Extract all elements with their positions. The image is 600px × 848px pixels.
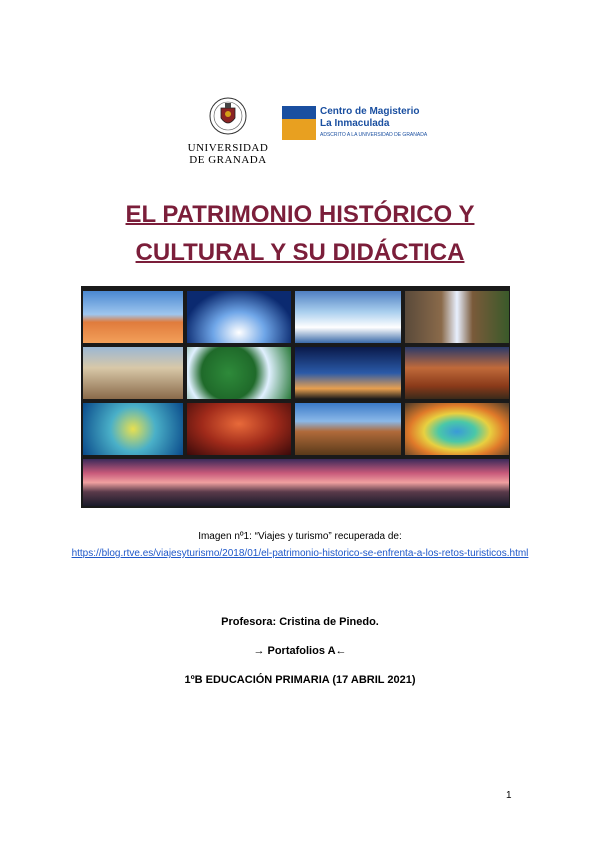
center-name: Centro de Magisterio La Inmaculada [320, 106, 420, 129]
travel-photo-mosaic [81, 286, 510, 508]
photo-rock-formation [295, 403, 401, 455]
university-crest-icon [208, 96, 248, 136]
header-logos [186, 96, 426, 170]
image-caption [40, 528, 560, 562]
portfolio-line: → Portafolios A← [253, 645, 347, 657]
center-logo [282, 106, 428, 140]
course-line: 1ºB EDUCACIÓN PRIMARIA (17 ABRIL 2021) [184, 674, 416, 686]
photo-desert-tree [83, 291, 183, 343]
photo-canyon [405, 347, 509, 399]
center-mark-icon [282, 106, 316, 140]
university-logo [186, 96, 270, 170]
photo-hot-spring [405, 403, 509, 455]
photo-earth-clouds [187, 291, 291, 343]
photo-jellyfish [83, 403, 183, 455]
photo-green-islands [187, 347, 291, 399]
document-title [60, 196, 540, 272]
photo-sunset-lake [83, 459, 509, 506]
source-link[interactable]: https://blog.rtve.es/viajesyturismo/2018/01/el-patrimonio-historico-se-enfrenta-a-los-retos-turisticos.html [71, 548, 529, 559]
title-line-1: EL PATRIMONIO HISTÓRICO Y [125, 201, 475, 228]
photo-petra [187, 403, 291, 455]
photo-city-square [83, 347, 183, 399]
caption-text: Imagen nº1: “Viajes y turismo” recuperada de: [198, 531, 402, 542]
photo-night-sky [295, 347, 401, 399]
university-name: UNIVERSIDAD DE GRANADA [187, 142, 269, 166]
title-line-2: CULTURAL Y SU DIDÁCTICA [135, 239, 465, 266]
page-number: 1 [506, 790, 512, 801]
photo-glacier [295, 291, 401, 343]
photo-waterfall [405, 291, 509, 343]
professor-line: Profesora: Cristina de Pinedo. [221, 616, 379, 628]
center-subtitle: ADSCRITO A LA UNIVERSIDAD DE GRANADA [320, 132, 428, 138]
